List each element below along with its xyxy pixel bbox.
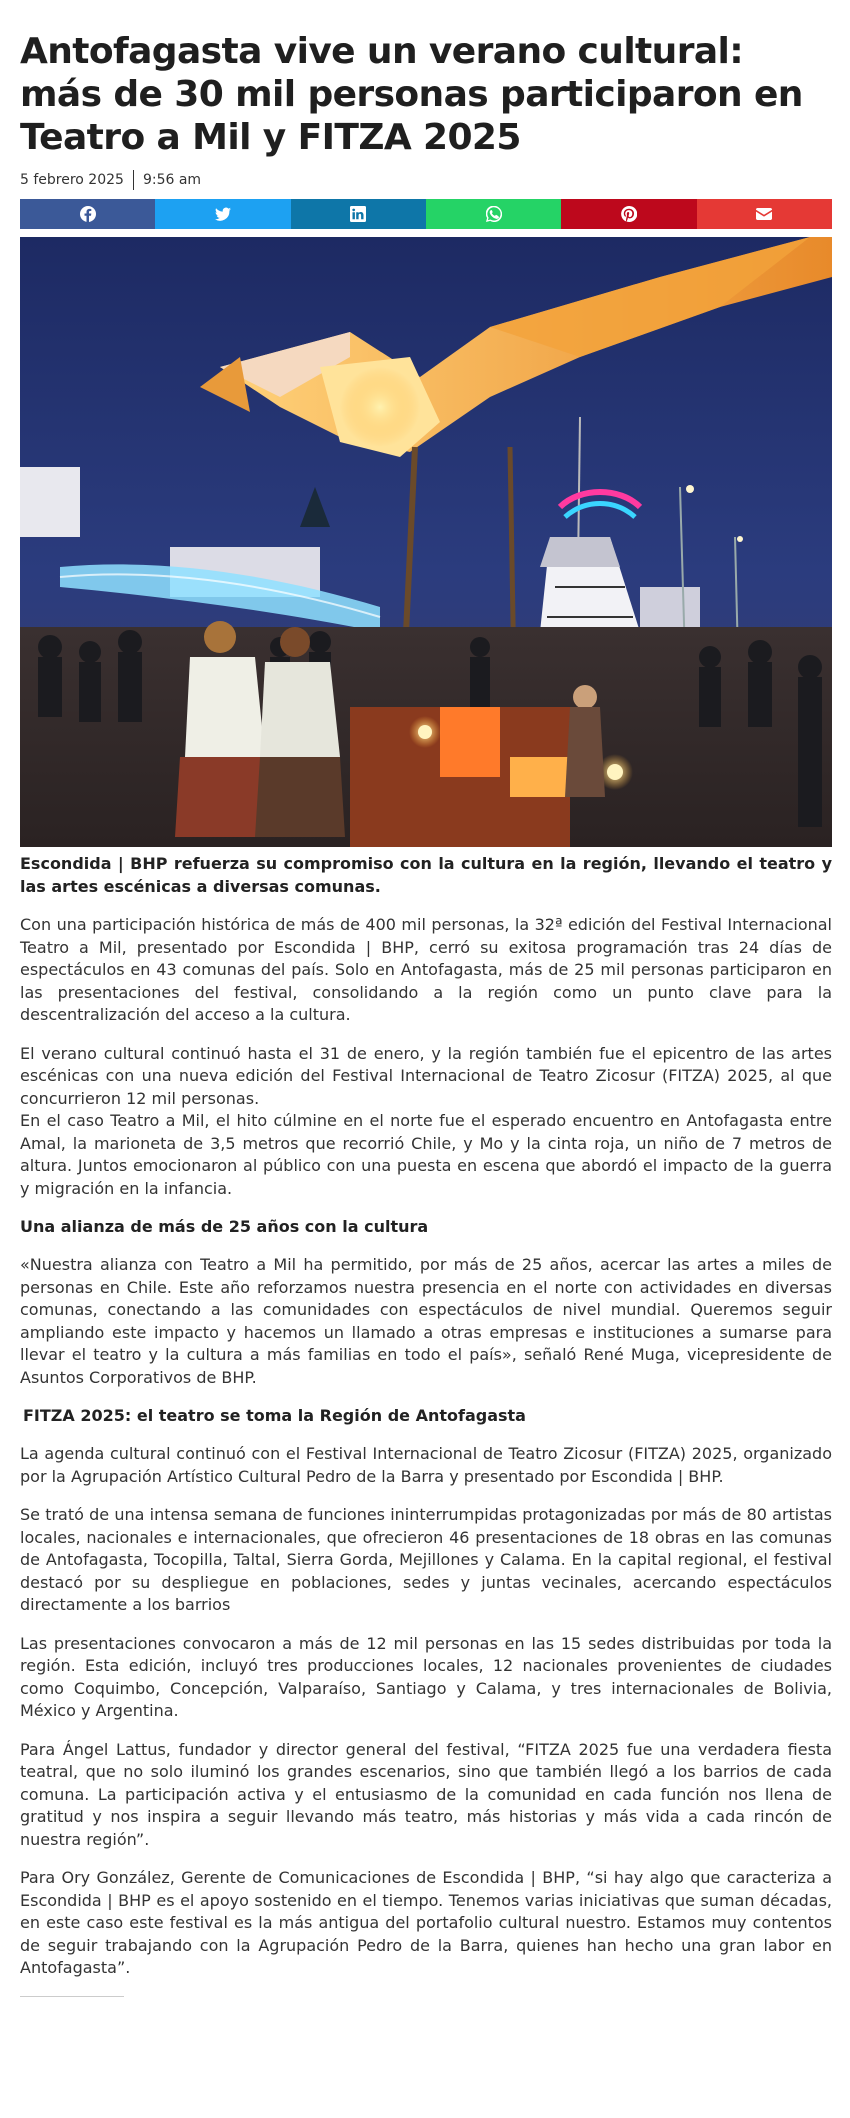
share-bar (20, 199, 832, 229)
article-paragraph-4: «Nuestra alianza con Teatro a Mil ha permitido, por más de 25 años, acercar las artes a miles de personas en Chile. Este año reforzamos nuestra presencia en el norte con actividades en diversas comunas, conectando a las comunidades con espectáculos de nivel mundial. Queremos seguir ampliando este impacto y hacemos un llamado a otras empresas e instituciones a sumarse para llevar el teatro y la cultura a más familias en todo el país», señaló René Muga, vicepresidente de Asuntos Corporativos de BHP. (20, 1255, 832, 1387)
article-title: Antofagasta vive un verano cultural: más de 30 mil personas participaron en Teatro a Mil y FITZA 2025 (20, 31, 803, 158)
share-facebook-button[interactable] (20, 199, 155, 229)
meta-divider (133, 170, 134, 190)
article-paragraph-2: El verano cultural continuó hasta el 31 de enero, y la región también fue el epicentro de las artes escénicas con una nueva edición del Festival Internacional de Teatro Zicosur (FITZA) 2025, al que concurrieron 12 mil personas. (20, 1043, 832, 1108)
article-lead: Escondida | BHP refuerza su compromiso con la cultura en la región, llevando el teatro y las artes escénicas a diversas comunas. (20, 854, 832, 896)
section-heading-fitza: FITZA 2025: el teatro se toma la Región de Antofagasta (23, 1406, 526, 1425)
hero-photo-festival-puppet (20, 237, 832, 847)
twitter-icon (215, 206, 231, 222)
linkedin-icon (350, 206, 366, 222)
article-paragraph-3: En el caso Teatro a Mil, el hito cúlmine en el norte fue el esperado encuentro en Antofagasta entre Amal, la marioneta de 3,5 metros que recorrió Chile, y Mo y la cinta roja, un niño de 7 metros de altura. Juntos emocionaron al público con una puesta en escena que abordó el impacto de la guerra y migración en la infancia. (20, 1111, 832, 1198)
share-pinterest-button[interactable] (561, 199, 696, 229)
share-linkedin-button[interactable] (291, 199, 426, 229)
whatsapp-icon (486, 206, 502, 222)
email-icon (756, 206, 772, 222)
article-meta (20, 169, 832, 191)
share-whatsapp-button[interactable] (426, 199, 561, 229)
article-paragraph-6: Se trató de una intensa semana de funciones ininterrumpidas protagonizadas por más de 80 artistas locales, nacionales e internacionales, que ofrecieron 46 presentaciones de 18 obras en las comunas de Antofagasta, Tocopilla, Taltal, Sierra Gorda, Mejillones y Calama. En la capital regional, el festival destacó por su despliegue en poblaciones, sedes y juntas vecinales, acercando espectáculos directamente a los barrios (20, 1505, 832, 1614)
article-paragraph-8: Para Ángel Lattus, fundador y director general del festival, “FITZA 2025 fue una verdadera fiesta teatral, que no solo iluminó los grandes escenarios, sino que también llegó a los barrios de cada comuna. La participación activa y el entusiasmo de la comunidad en cada función nos llena de gratitud y nos inspira a seguir llevando más teatro, más historias y más vida a cada rincón de nuestra región”. (20, 1739, 832, 1849)
article-paragraph-5: La agenda cultural continuó con el Festival Internacional de Teatro Zicosur (FITZA) 2025, organizado por la Agrupación Artístico Cultural Pedro de la Barra y presentado por Escondida | BHP. (20, 1444, 832, 1486)
article-paragraph-1: Con una participación histórica de más de 400 mil personas, la 32ª edición del Festival Internacional Teatro a Mil, presentado por Escondida | BHP, cerró su exitosa programación tras 24 días de espectáculos en 43 comunas del país. Solo en Antofagasta, más de 25 mil personas participaron en las presentaciones del festival, consolidando a la región como un punto clave para la descentralización del acceso a la cultura. (20, 915, 832, 1024)
share-email-button[interactable] (697, 199, 832, 229)
facebook-icon (80, 206, 96, 222)
article-end-divider (20, 1996, 124, 1997)
article-date: 5 febrero 2025 (20, 172, 124, 188)
article-time: 9:56 am (142, 172, 202, 188)
article (20, 30, 832, 1997)
article-paragraph-7: Las presentaciones convocaron a más de 12 mil personas en las 15 sedes distribuidas por toda la región. Esta edición, incluyó tres producciones locales, 12 nacionales provenientes de ciudades como Coquimbo, Concepción, Valparaíso, Santiago y Calama, y tres internacionales de Bolivia, México y Argentina. (20, 1633, 832, 1720)
pinterest-icon (621, 206, 637, 222)
share-twitter-button[interactable] (155, 199, 290, 229)
section-heading-alianza: Una alianza de más de 25 años con la cultura (20, 1217, 429, 1236)
article-paragraph-9: Para Ory González, Gerente de Comunicaciones de Escondida | BHP, “si hay algo que caracteriza a Escondida | BHP es el apoyo sostenido en el tiempo. Tenemos varias iniciativas que suman décadas, en este caso este festival es la más antigua del portafolio cultural nuestro. Estamos muy contentos de seguir trabajando con la Agrupación Pedro de la Barra, quienes han hecho una gran labor en Antofagasta”. (20, 1868, 832, 1977)
